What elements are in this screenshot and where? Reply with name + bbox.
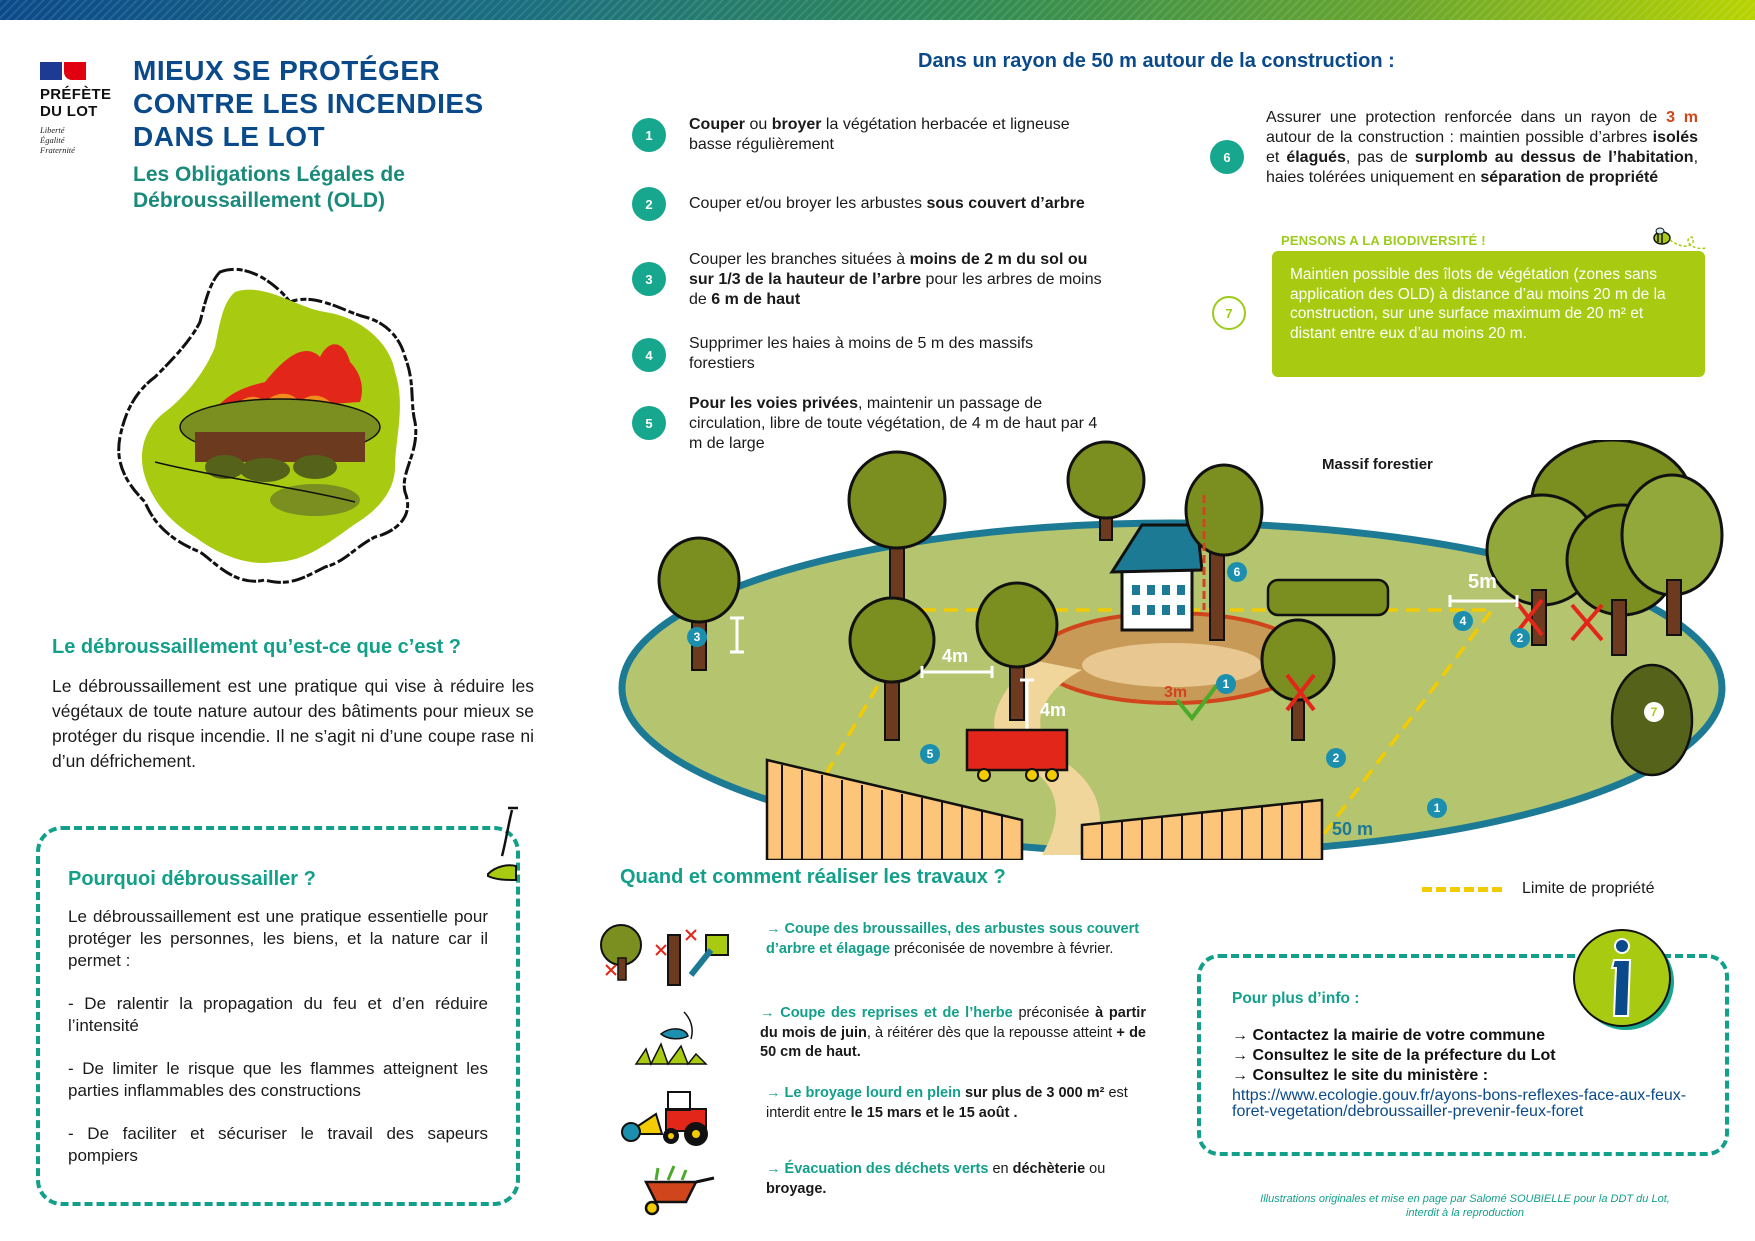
step-number-badge: 4 <box>632 338 666 372</box>
svg-text:2: 2 <box>1332 751 1340 765</box>
svg-text:5: 5 <box>926 747 934 761</box>
svg-text:7: 7 <box>1650 705 1658 719</box>
property-limit-line-icon <box>1422 887 1502 892</box>
info-item: → Consultez le site de la préfecture du Lot <box>1232 1047 1556 1064</box>
svg-text:2: 2 <box>1516 631 1524 645</box>
info-heading: Pour plus d’info : <box>1232 990 1360 1007</box>
svg-text:1: 1 <box>1433 801 1441 815</box>
title-line: MIEUX SE PROTÉGER <box>133 55 441 86</box>
org-name-line2: DU LOT <box>40 103 98 120</box>
rule-text: Couper ou broyer la végétation herbacée et ligneuse basse régulièrement <box>689 116 1070 153</box>
when-text: → Coupe des reprises et de l’herbe préconisée à partir du mois de juin, à réitérer dès que la repousse atteint + de 50 cm de haut. <box>760 1005 1146 1060</box>
credits-line: interdit à la reproduction <box>1405 1207 1524 1219</box>
when-text: → Le broyage lourd en plein sur plus de 3 000 m² est interdit entre le 15 mars et le 15 août . <box>766 1085 1128 1121</box>
why-intro: Le débroussaillement est une pratique essentielle pour protéger les personnes, les biens, et la nature car il permet : <box>68 907 488 970</box>
page-subtitle <box>133 162 493 214</box>
rule-text: Assurer une protection renforcée dans un rayon de 3 m autour de la construction : maintien possible d’arbres isolés et élagués, pas de surplomb au dessus de l’habitation, haies tolérées uniquement en séparation de propriété <box>1266 109 1699 186</box>
info-icon <box>1568 924 1678 1034</box>
svg-text:5m: 5m <box>1468 571 1497 593</box>
org-name-line1: PRÉFÈTE <box>40 86 112 103</box>
when-heading: Quand et comment réaliser les travaux ? <box>620 866 1006 888</box>
rules-heading: Dans un rayon de 50 m autour de la construction : <box>918 50 1395 72</box>
why-point: - De ralentir la propagation du feu et d’en réduire l’intensité <box>68 994 488 1035</box>
tree-chainsaw-icon <box>596 920 746 990</box>
svg-text:4m: 4m <box>942 646 969 666</box>
when-text: → Coupe des broussailles, des arbustes sous couvert d’arbre et élagage préconisée de novembre à février. <box>766 921 1140 957</box>
info-item: → Contactez la mairie de votre commune <box>1232 1027 1545 1044</box>
why-body <box>68 906 488 1188</box>
legend <box>1422 880 1655 898</box>
legend-label: Limite de propriété <box>1522 880 1655 897</box>
svg-text:4m: 4m <box>1040 700 1067 720</box>
lot-map-fire-illustration <box>115 262 475 602</box>
svg-text:3: 3 <box>693 630 701 644</box>
grass-cutter-icon <box>596 1004 746 1074</box>
rule-item-1 <box>632 115 1112 155</box>
why-point: - De limiter le risque que les flammes atteignent les parties inflammables des constructions <box>68 1059 488 1100</box>
wheelbarrow-icon <box>596 1160 746 1230</box>
rule-text: Couper et/ou broyer les arbustes sous couvert d’arbre <box>689 195 1085 212</box>
ministry-link[interactable]: https://www.ecologie.gouv.fr/ayons-bons-reflexes-face-aux-feux-foret-vegetation/debroussailler-prevenir-feux-foret <box>1232 1087 1687 1120</box>
credits-line: Illustrations originales et mise en page par Salomé SOUBIELLE pour la DDT du Lot, <box>1260 1193 1670 1205</box>
when-item-1 <box>596 920 1146 990</box>
forest-label: Massif forestier <box>1322 456 1433 473</box>
rule-item-3 <box>632 250 1112 310</box>
marianne-flag-icon <box>40 62 86 80</box>
biodiversity-label: PENSONS A LA BIODIVERSITÉ ! <box>1281 233 1486 248</box>
when-item-2 <box>596 1004 1146 1074</box>
step-number-badge: 2 <box>632 187 666 221</box>
svg-text:3m: 3m <box>1164 684 1188 701</box>
info-list <box>1232 1026 1556 1086</box>
rule-item-4 <box>632 334 1112 374</box>
step-number-badge: 3 <box>632 262 666 296</box>
when-text: → Évacuation des déchets verts en déchèterie ou broyage. <box>766 1161 1106 1197</box>
definition-body: Le débroussaillement est une pratique qui vise à réduire les végétaux de toute nature autour des bâtiments pour mieux se protéger du risque incendie. Il ne s’agit ni d’une coupe rase ni d’un défrichement. <box>52 676 534 771</box>
title-line: CONTRE LES INCENDIES <box>133 88 484 119</box>
rule-item-2 <box>632 187 1112 221</box>
why-point: - De faciliter et sécuriser le travail des sapeurs pompiers <box>68 1124 488 1165</box>
biodiversity-box: Maintien possible des îlots de végétation (zones sans application des OLD) à distance d’au moins 20 m de la construction, sur une surface maximum de 20 m² et distant entre eux d’au moins 20 m. <box>1272 251 1705 377</box>
property-clearing-illustration <box>612 440 1732 860</box>
motto-fraternite: Fraternité <box>40 145 75 155</box>
svg-text:1: 1 <box>1222 677 1230 691</box>
svg-text:6: 6 <box>1233 565 1241 579</box>
brush-cutter-deco-icon <box>478 806 520 886</box>
motto <box>40 125 120 155</box>
subtitle-line: Débroussaillement (OLD) <box>133 189 386 212</box>
credits <box>1220 1192 1710 1220</box>
rule-text: Couper les branches situées à moins de 2 m du sol ou sur 1/3 de la hauteur de l’arbre pour les arbres de moins de 6 m de haut <box>689 251 1102 308</box>
prefecture-logo <box>40 62 120 155</box>
when-item-3 <box>596 1084 1146 1154</box>
rule-text: Supprimer les haies à moins de 5 m des massifs forestiers <box>689 335 1034 372</box>
rule-item-6 <box>1210 108 1700 188</box>
page-title <box>133 54 553 153</box>
subtitle-line: Les Obligations Légales de <box>133 163 405 186</box>
step-number-badge: 5 <box>632 406 666 440</box>
svg-text:50 m: 50 m <box>1332 819 1374 839</box>
motto-liberte: Liberté <box>40 125 65 135</box>
title-line: DANS LE LOT <box>133 121 326 152</box>
rule-text: Pour les voies privées, maintenir un passage de circulation, libre de toute végétation, de 4 m de haut par 4 m de large <box>689 395 1098 452</box>
top-gradient-bar <box>0 0 1755 20</box>
motto-egalite: Égalité <box>40 135 65 145</box>
info-item: → Consultez le site du ministère : <box>1232 1067 1489 1084</box>
step-number-badge: 6 <box>1210 140 1244 174</box>
when-item-4 <box>596 1160 1146 1230</box>
why-heading: Pourquoi débroussailler ? <box>68 868 316 890</box>
tractor-mulcher-icon <box>596 1084 746 1154</box>
step-number-badge: 1 <box>632 118 666 152</box>
step-number-badge-7: 7 <box>1212 296 1246 330</box>
definition-heading: Le débroussaillement qu’est-ce que c’est ? <box>52 636 462 658</box>
svg-text:4: 4 <box>1459 614 1467 628</box>
